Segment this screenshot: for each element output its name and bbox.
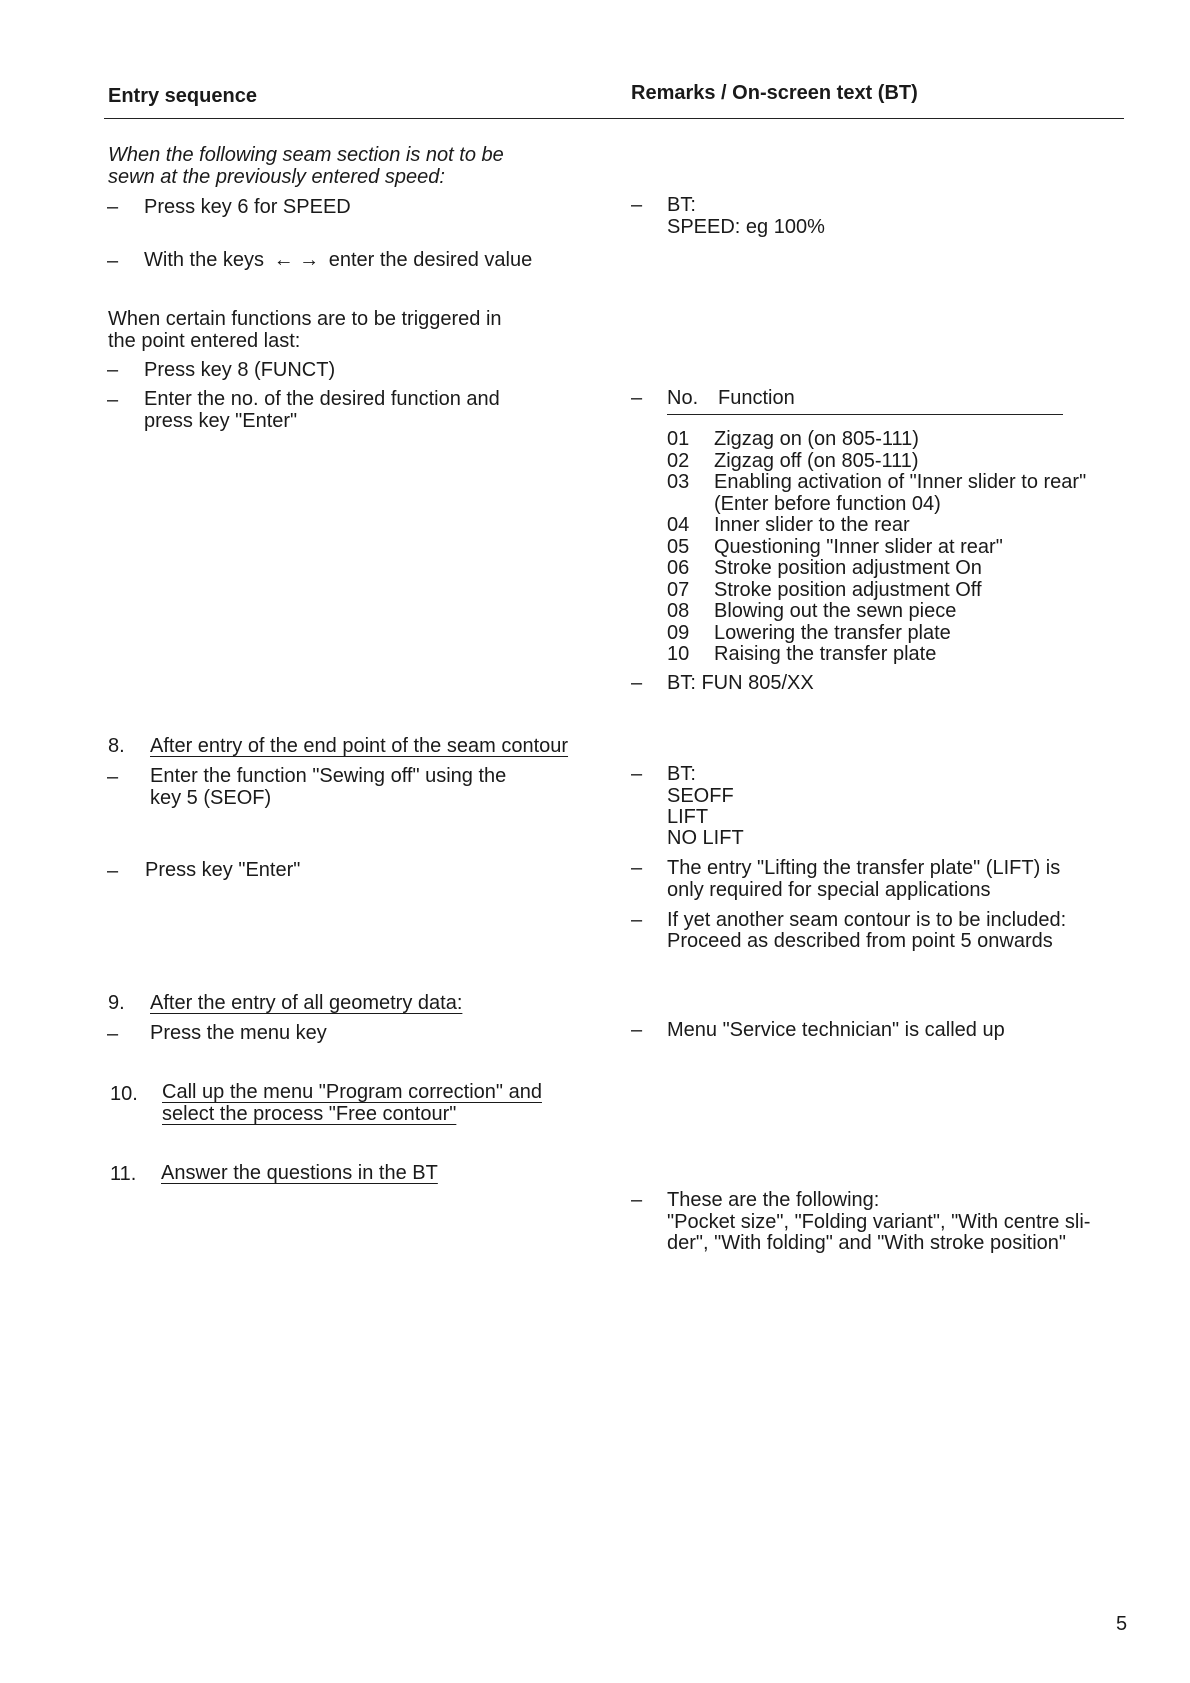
dash: – — [107, 250, 119, 272]
function-text: Questioning "Inner slider at rear" — [714, 535, 1003, 558]
seof-bt-lift: LIFT — [667, 806, 709, 828]
dash: – — [631, 387, 643, 409]
step-9-sub-1: Press the menu key — [150, 1022, 327, 1044]
function-no: 04 — [667, 514, 690, 536]
dash: – — [631, 672, 643, 694]
dash: – — [107, 1023, 119, 1045]
function-text: Raising the transfer plate — [714, 643, 937, 665]
table-head-rule — [667, 414, 1063, 415]
dash: – — [107, 359, 119, 381]
function-no: 06 — [667, 557, 690, 579]
lift-note-line-2: only required for special applications — [667, 879, 991, 901]
function-text: (Enter before function 04) — [714, 492, 941, 515]
speed-intro-line-1: When the following seam section is not to be — [108, 144, 504, 166]
dash: – — [107, 860, 119, 882]
speed-step-1: Press key 6 for SPEED — [144, 196, 351, 218]
remarks-heading: Remarks / On-screen text (BT) — [631, 82, 918, 104]
function-row — [667, 623, 1086, 645]
function-row — [667, 644, 1086, 666]
seof-bt-nolift: NO LIFT — [667, 827, 744, 849]
speed-intro-line-2: sewn at the previously entered speed: — [108, 166, 445, 188]
function-row — [667, 580, 1086, 602]
function-no: 02 — [667, 449, 690, 472]
function-list — [667, 429, 1086, 666]
function-row — [667, 451, 1086, 473]
func-step-2-line-1: Enter the no. of the desired function and — [144, 388, 500, 410]
step-10-title-line-1: Call up the menu "Program correction" and — [162, 1081, 542, 1103]
function-no: 10 — [667, 643, 690, 665]
table-head-function: Function — [718, 387, 795, 409]
dash: – — [631, 1019, 643, 1041]
function-text: Blowing out the sewn piece — [714, 600, 957, 622]
function-text: Enabling activation of "Inner slider to rear" — [714, 471, 1087, 493]
speed-step-2-post: enter the desired value — [328, 249, 533, 271]
speed-bt-value: SPEED: eg 100% — [667, 216, 825, 238]
seof-bt-label: BT: — [667, 763, 696, 785]
questions-line-3: der", "With folding" and "With stroke position" — [667, 1232, 1067, 1254]
function-row — [667, 472, 1086, 494]
questions-line-2: "Pocket size", "Folding variant", "With centre sli- — [667, 1211, 1091, 1233]
function-row — [667, 494, 1086, 516]
func-intro-line-1: When certain functions are to be triggered in — [108, 308, 502, 330]
dash: – — [107, 196, 119, 218]
function-no: 09 — [667, 621, 690, 644]
step-9-title: After the entry of all geometry data: — [150, 992, 463, 1014]
lift-note-line-1: The entry "Lifting the transfer plate" (LIFT) is — [667, 857, 1061, 879]
func-intro-line-2: the point entered last: — [108, 330, 301, 352]
function-no: 08 — [667, 600, 690, 622]
dash: – — [631, 857, 643, 879]
function-text: Zigzag off (on 805-111) — [714, 449, 919, 472]
contour-note-line-2: Proceed as described from point 5 onwards — [667, 930, 1053, 952]
speed-step-2-pre: With the keys — [144, 249, 265, 271]
step-10-title-line-2: select the process "Free contour" — [162, 1103, 457, 1125]
dash: – — [631, 194, 643, 216]
dash: – — [631, 1189, 643, 1211]
speed-step-2 — [144, 249, 532, 271]
arrow-keys-icon: ← → — [273, 249, 320, 271]
function-no: 07 — [667, 578, 690, 601]
step-9-number: 9. — [108, 992, 125, 1014]
function-text: Stroke position adjustment Off — [714, 578, 982, 601]
menu-note: Menu "Service technician" is called up — [667, 1019, 1005, 1041]
function-no: 03 — [667, 471, 690, 493]
step-8-number: 8. — [108, 735, 125, 757]
dash: – — [631, 909, 643, 931]
function-row — [667, 429, 1086, 451]
table-head-no: No. — [667, 387, 699, 409]
fun-bt: BT: FUN 805/XX — [667, 672, 814, 694]
header-rule — [104, 118, 1124, 119]
seof-bt-seoff: SEOFF — [667, 785, 734, 807]
function-text: Inner slider to the rear — [714, 514, 910, 536]
questions-line-1: These are the following: — [667, 1189, 880, 1211]
function-no: 01 — [667, 428, 690, 450]
contour-note-line-1: If yet another seam contour is to be included: — [667, 909, 1067, 931]
step-11-title: Answer the questions in the BT — [161, 1162, 438, 1184]
entry-sequence-heading: Entry sequence — [108, 85, 257, 107]
dash: – — [107, 389, 119, 411]
function-text: Lowering the transfer plate — [714, 621, 951, 644]
function-text: Zigzag on (on 805-111) — [714, 428, 919, 450]
dash: – — [631, 763, 643, 785]
step-11-number: 11. — [110, 1163, 137, 1185]
step-8-sub-1-line-1: Enter the function "Sewing off" using the — [150, 765, 507, 787]
step-8-title: After entry of the end point of the seam contour — [150, 735, 569, 757]
step-8-sub-2: Press key "Enter" — [145, 859, 301, 881]
step-8-sub-1-line-2: key 5 (SEOF) — [150, 787, 272, 809]
page-number: 5 — [1116, 1613, 1128, 1635]
func-step-1: Press key 8 (FUNCT) — [144, 359, 336, 381]
func-step-2-line-2: press key "Enter" — [144, 410, 298, 432]
function-text: Stroke position adjustment On — [714, 557, 982, 579]
speed-bt-label: BT: — [667, 194, 696, 216]
function-row — [667, 515, 1086, 537]
function-row — [667, 558, 1086, 580]
function-row — [667, 601, 1086, 623]
function-row — [667, 537, 1086, 559]
dash: – — [107, 766, 119, 788]
step-10-number: 10. — [110, 1083, 138, 1105]
function-no: 05 — [667, 535, 690, 558]
